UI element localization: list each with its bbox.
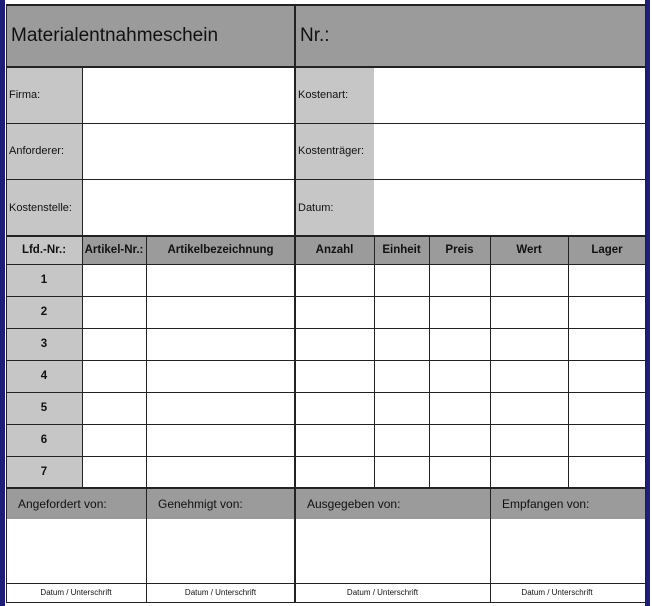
signature-footer-angefordert: Datum / Unterschrift — [6, 583, 146, 602]
signature-footer-ausgegeben: Datum / Unterschrift — [295, 583, 470, 602]
form-title: Materialentnahmeschein — [6, 4, 295, 67]
rule-col-wert — [490, 236, 491, 603]
kostenart-field[interactable] — [374, 67, 646, 123]
column-header-einheit: Einheit — [374, 236, 429, 264]
rule-row-1 — [6, 296, 646, 297]
signature-label-empfangen: Empfangen von: — [490, 488, 646, 519]
rule-info-1 — [6, 123, 646, 124]
rule-row-3 — [6, 360, 646, 361]
signature-field-ausgegeben[interactable] — [295, 519, 490, 583]
row-number-2: 2 — [6, 296, 82, 328]
kostenstelle-label: Kostenstelle: — [6, 179, 82, 236]
kostenart-label: Kostenart: — [295, 67, 374, 123]
rule-below-table — [6, 487, 646, 489]
left-frame-bar — [0, 0, 5, 606]
signature-footer-genehmigt: Datum / Unterschrift — [146, 583, 295, 602]
column-header-lfd-nr: Lfd.-Nr.: — [6, 236, 82, 264]
column-header-artikelbezeichnung: Artikelbezeichnung — [146, 236, 295, 264]
rule-table-header — [6, 264, 646, 265]
rule-col-preis — [429, 236, 430, 488]
form-number-label: Nr.: — [295, 4, 646, 67]
row-number-1: 1 — [6, 264, 82, 296]
rule-center — [294, 4, 296, 603]
rule-right — [645, 4, 646, 603]
firma-label: Firma: — [6, 67, 82, 123]
signature-label-angefordert: Angefordert von: — [6, 488, 146, 519]
material-requisition-form — [6, 4, 646, 604]
kostenstelle-field[interactable] — [82, 179, 295, 236]
column-header-lager: Lager — [568, 236, 646, 264]
column-header-wert: Wert — [490, 236, 568, 264]
column-header-preis: Preis — [429, 236, 490, 264]
column-header-anzahl: Anzahl — [295, 236, 374, 264]
rule-col-lager — [568, 236, 569, 488]
datum-label: Datum: — [295, 179, 374, 236]
rule-below-title — [6, 66, 646, 68]
rule-left — [6, 4, 7, 603]
rule-above-footer — [6, 583, 646, 584]
signature-label-genehmigt: Genehmigt von: — [146, 488, 295, 519]
rule-row-5 — [6, 424, 646, 425]
row-number-3: 3 — [6, 328, 82, 360]
row-number-6: 6 — [6, 424, 82, 456]
rule-row-2 — [6, 328, 646, 329]
rule-col-artikel-nr — [82, 67, 83, 488]
signature-footer-empfangen: Datum / Unterschrift — [490, 583, 624, 602]
rule-row-6 — [6, 456, 646, 457]
row-number-7: 7 — [6, 456, 82, 488]
rule-col-einheit — [374, 236, 375, 488]
rule-above-table — [6, 235, 646, 237]
row-number-4: 4 — [6, 360, 82, 392]
row-number-5: 5 — [6, 392, 82, 424]
signature-field-angefordert[interactable] — [6, 519, 146, 583]
rule-top — [6, 4, 646, 6]
firma-field[interactable] — [82, 67, 295, 123]
rule-info-2 — [6, 179, 646, 180]
rule-bottom — [6, 602, 646, 603]
column-header-artikel-nr: Artikel-Nr.: — [82, 236, 146, 264]
rule-row-4 — [6, 392, 646, 393]
rule-col-artikelbezeichnung — [146, 236, 147, 603]
signature-label-ausgegeben: Ausgegeben von: — [295, 488, 490, 519]
kostentraeger-label: Kostenträger: — [295, 123, 374, 179]
datum-field[interactable] — [374, 179, 646, 236]
signature-field-empfangen[interactable] — [490, 519, 646, 583]
anforderer-field[interactable] — [82, 123, 295, 179]
signature-field-genehmigt[interactable] — [146, 519, 295, 583]
anforderer-label: Anforderer: — [6, 123, 82, 179]
kostentraeger-field[interactable] — [374, 123, 646, 179]
